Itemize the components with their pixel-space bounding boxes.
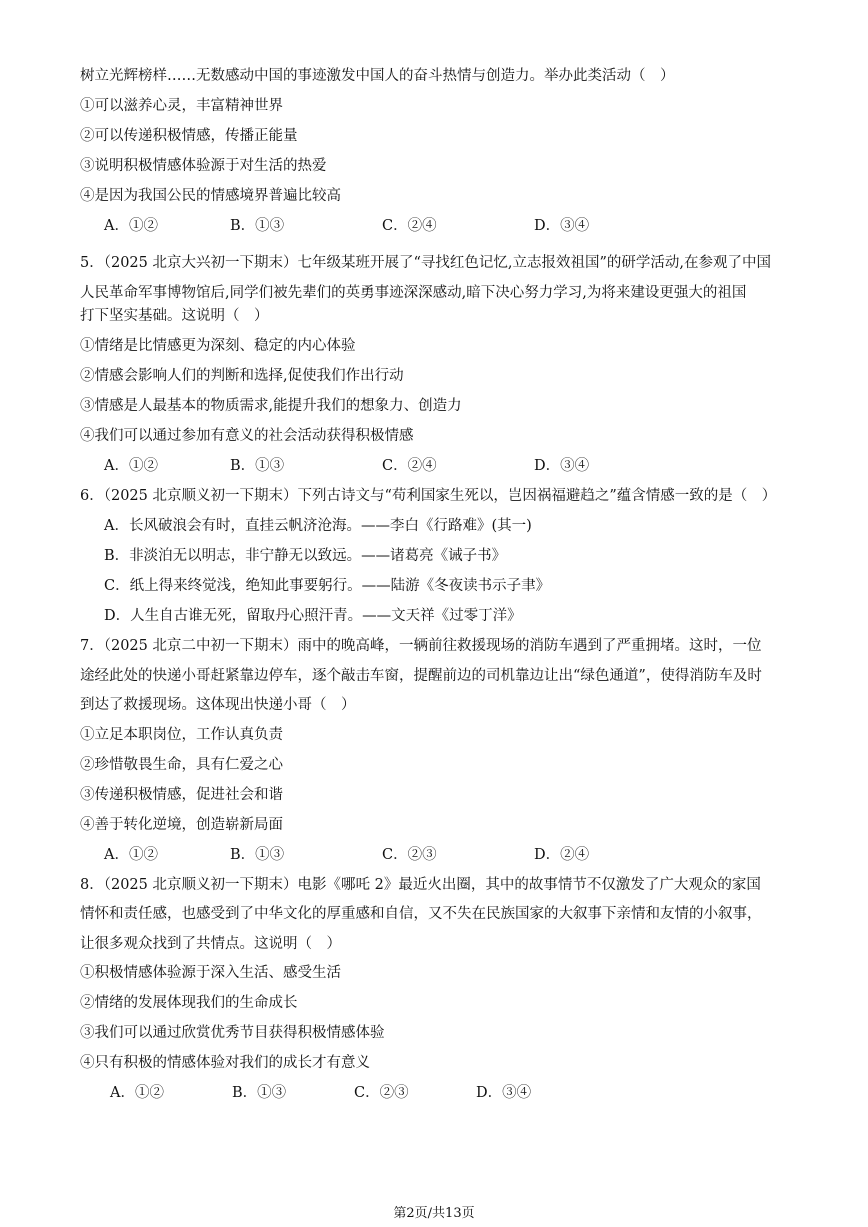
q6-option-c[interactable]: C．纸上得来终觉浅，绝知此事要躬行。——陆游《冬夜读书示子聿》 (104, 578, 551, 594)
q6-option-a[interactable]: A．长风破浪会有时，直挂云帆济沧海。——李白《行路难》(其一) (104, 518, 532, 534)
q4-option-c[interactable]: C．②④ (382, 218, 437, 234)
q8-option-c[interactable]: C．②③ (354, 1085, 409, 1101)
q4-option-a[interactable]: A．①② (104, 218, 158, 234)
q8-item-3: ③我们可以通过欣赏优秀节目获得积极情感体验 (80, 1025, 385, 1041)
q5-item-4: ④我们可以通过参加有意义的社会活动获得积极情感 (80, 428, 414, 444)
q7-option-a[interactable]: A．①② (104, 847, 158, 863)
q5-option-b[interactable]: B．①③ (230, 458, 285, 474)
q4-stem: 树立光辉榜样……无数感动中国的事迹激发中国人的奋斗热情与创造力。举办此类活动（ ） (80, 68, 675, 84)
q7-option-b[interactable]: B．①③ (230, 847, 285, 863)
q8-option-b[interactable]: B．①③ (232, 1085, 287, 1101)
q5-stem-line-2: 人民革命军事博物馆后,同学们被先辈们的英勇事迹深深感动,暗下决心努力学习,为将来建设更强大的祖国 (80, 285, 747, 301)
q5-option-a[interactable]: A．①② (104, 458, 158, 474)
q6-option-b[interactable]: B．非淡泊无以明志，非宁静无以致远。——诸葛亮《诫子书》 (104, 548, 507, 564)
q7-stem-line-1: 7．（2025 北京二中初一下期末）雨中的晚高峰，一辆前往救援现场的消防车遇到了严重拥堵。这时，一位 (80, 638, 762, 654)
q4-options (104, 216, 804, 236)
q7-item-1: ①立足本职岗位，工作认真负责 (80, 727, 283, 743)
q5-item-3: ③情感是人最基本的物质需求,能提升我们的想象力、创造力 (80, 398, 462, 414)
q4-item-2: ②可以传递积极情感，传播正能量 (80, 128, 298, 144)
q5-stem-line-1: 5．（2025 北京大兴初一下期末）七年级某班开展了“寻找红色记忆,立志报效祖国”的研学活动,在参观了中国 (80, 255, 772, 271)
q7-option-c[interactable]: C．②③ (382, 847, 437, 863)
q6-option-d[interactable]: D．人生自古谁无死，留取丹心照汗青。——文天祥《过零丁洋》 (104, 608, 522, 624)
q8-item-4: ④只有积极的情感体验对我们的成长才有意义 (80, 1055, 370, 1071)
q5-options (104, 456, 804, 476)
q6-stem: 6．（2025 北京顺义初一下期末）下列古诗文与“苟利国家生死以，岂因祸福避趋之”蕴含情感一致的是（ ） (80, 488, 777, 504)
q4-item-1: ①可以滋养心灵，丰富精神世界 (80, 98, 283, 114)
q8-option-d[interactable]: D．③④ (476, 1085, 532, 1101)
q8-stem-line-3: 让很多观众找到了共情点。这说明（ ） (80, 936, 341, 952)
q7-item-4: ④善于转化逆境，创造崭新局面 (80, 817, 283, 833)
q5-option-d[interactable]: D．③④ (534, 458, 590, 474)
q8-stem-line-1: 8．（2025 北京顺义初一下期末）电影《哪吒 2》最近火出圈，其中的故事情节不仅激发了广大观众的家国 (80, 877, 761, 893)
q4-option-d[interactable]: D．③④ (534, 218, 590, 234)
q5-item-2: ②情感会影响人们的判断和选择,促使我们作出行动 (80, 368, 404, 384)
q8-stem-line-2: 情怀和责任感，也感受到了中华文化的厚重感和自信，又不失在民族国家的大叙事下亲情和友情的小叙事， (80, 906, 762, 922)
q4-item-4: ④是因为我国公民的情感境界普遍比较高 (80, 188, 341, 204)
q5-option-c[interactable]: C．②④ (382, 458, 437, 474)
q8-option-a[interactable]: A．①② (110, 1085, 164, 1101)
q7-option-d[interactable]: D．②④ (534, 847, 590, 863)
q4-item-3: ③说明积极情感体验源于对生活的热爱 (80, 158, 327, 174)
q8-item-1: ①积极情感体验源于深入生活、感受生活 (80, 965, 341, 981)
q7-stem-line-2: 途经此处的快递小哥赶紧靠边停车，逐个敲击车窗，提醒前边的司机靠边让出“绿色通道”，使得消防车及时 (80, 668, 762, 684)
q4-option-b[interactable]: B．①③ (230, 218, 285, 234)
q8-options (110, 1083, 810, 1103)
q7-options (104, 845, 804, 865)
q5-item-1: ①情绪是比情感更为深刻、稳定的内心体验 (80, 338, 356, 354)
q7-stem-line-3: 到达了救援现场。这体现出快递小哥（ ） (80, 697, 356, 713)
q8-item-2: ②情绪的发展体现我们的生命成长 (80, 995, 298, 1011)
q7-item-3: ③传递积极情感，促进社会和谐 (80, 787, 283, 803)
q7-item-2: ②珍惜敬畏生命，具有仁爱之心 (80, 757, 283, 773)
q5-stem-line-3: 打下坚实基础。这说明（ ） (80, 308, 269, 324)
page-number-footer: 第2页/共13页 (393, 1206, 475, 1221)
